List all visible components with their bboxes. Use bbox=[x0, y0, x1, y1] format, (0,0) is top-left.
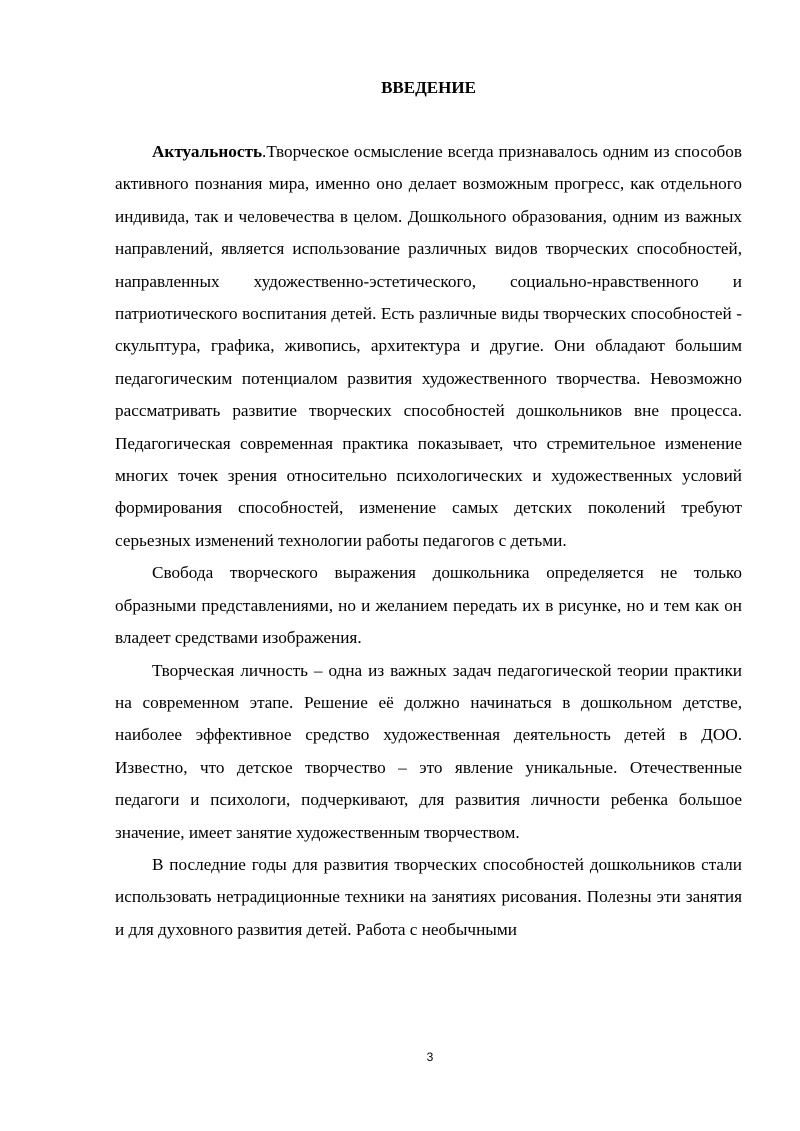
page-number: 3 bbox=[426, 1050, 434, 1064]
paragraph-recent-years: В последние годы для развития творческих способностей дошкольников стали использовать нетрадиционные техники на занятиях рисования. Полезны эти занятия и для духовного развития детей. Работа с необычными bbox=[115, 854, 742, 939]
paragraph-personality: Творческая личность – одна из важных задач педагогической теории практики на современном этапе. Решение её должно начинаться в дошкольном детстве, наиболее эффективное средство художественная деятельность детей в ДОО. Известно, что детское творчество – это явление уникальные. Отечественные педагоги и психологи, подчеркивают, для развития личности ребенка большое значение, имеет занятие художественным творчеством. bbox=[115, 660, 742, 842]
relevance-text: .Творческое осмысление всегда признавалось одним из способов активного познания мира, именно оно делает возможным прогресс, как отдельного индивида, так и человечества в целом. Дошкольного образования, одним из важных направлений, является использование различных видов творческих способностей, направленных художественно-эстетического, социально-нравственного и патриотического воспитания детей. Есть различные виды творческих способностей - скульптура, графика, живопись, архитектура и другие. Они обладают большим педагогическим потенциалом развития художественного творчества. Невозможно рассматривать развитие творческих способностей дошкольников вне процесса. Педагогическая современная практика показывает, что стремительное изменение многих точек зрения относительно психологических и художественных условий формирования способностей, изменение самых детских поколений требуют серьезных изменений технологии работы педагогов с детьми. bbox=[115, 142, 742, 550]
section-title: ВВЕДЕНИЕ bbox=[381, 78, 476, 97]
paragraph-relevance bbox=[115, 136, 742, 557]
document-page bbox=[115, 72, 742, 946]
paragraph-freedom: Свобода творческого выражения дошкольника определяется не только образными представлениями, но и желанием передать их в рисунке, но и тем как он владеет средствами изображения. bbox=[115, 563, 742, 648]
relevance-lead: Актуальность bbox=[152, 142, 263, 161]
